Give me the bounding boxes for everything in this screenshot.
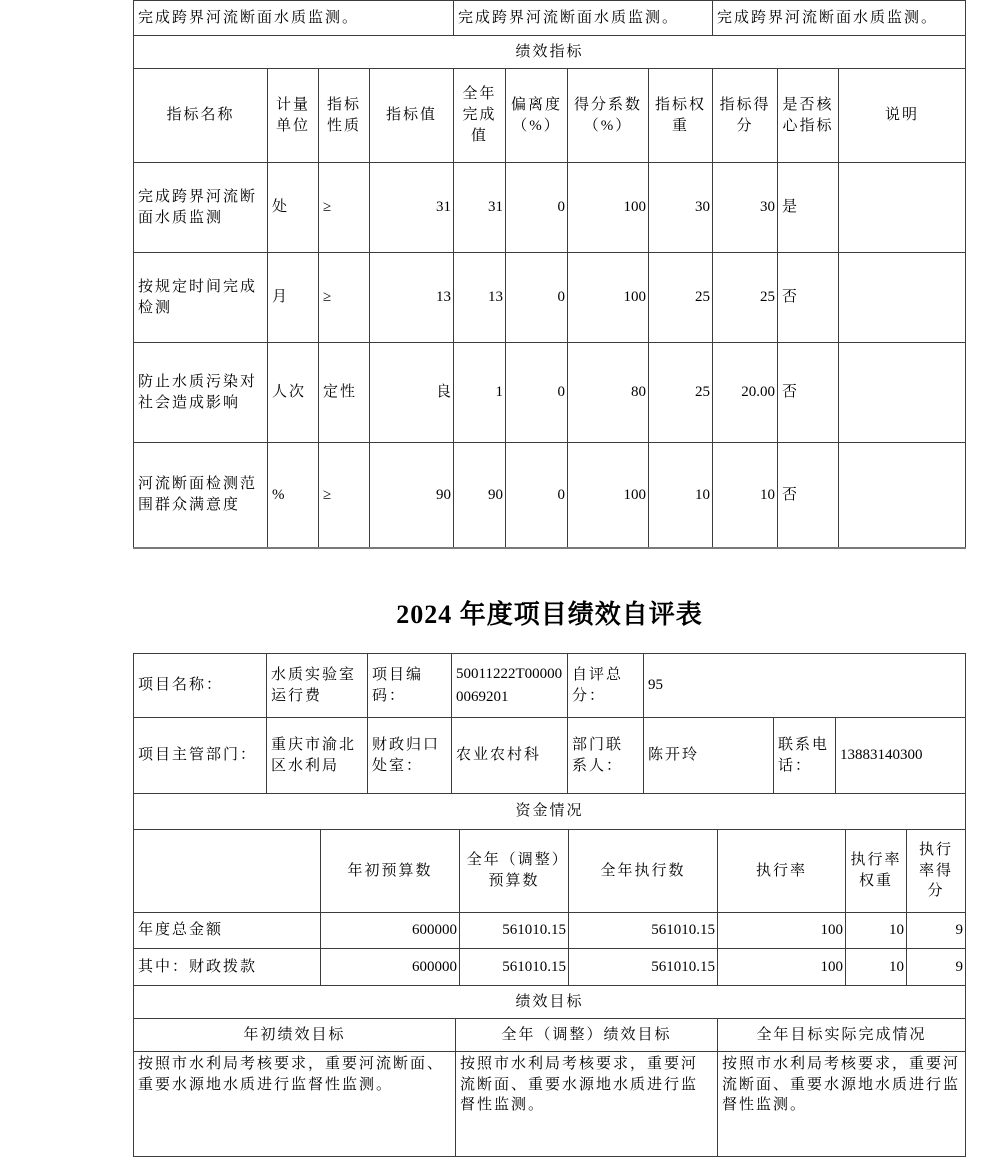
value-dept: 重庆市渝北区水利局	[267, 718, 368, 794]
value-project-code: 50011222T000000069201	[452, 654, 568, 718]
cell-annual-value: 90	[454, 443, 506, 549]
cell-annual-value: 31	[454, 163, 506, 253]
cell-score-coefficient: 100	[568, 443, 649, 549]
cell-score-coefficient: 100	[568, 253, 649, 343]
indicator-row	[134, 343, 966, 443]
cell-nature: ≥	[319, 253, 370, 343]
cell-weight: 30	[649, 163, 713, 253]
label-project-name: 项目名称：	[134, 654, 267, 718]
col-header-annual-value: 全年完成值	[454, 69, 506, 163]
cell-nature: ≥	[319, 163, 370, 253]
col-header-rate-weight: 执行率权重	[846, 830, 907, 913]
indicator-section-title: 绩效指标	[134, 36, 966, 69]
cell-initial-budget: 600000	[321, 913, 460, 949]
label-finance-office: 财政归口处室：	[368, 718, 452, 794]
cell-rate-score: 9	[907, 913, 966, 949]
funding-row	[134, 913, 966, 949]
goals-content-row	[134, 1052, 966, 1157]
label-dept: 项目主管部门：	[134, 718, 267, 794]
cell-rate-weight: 10	[846, 949, 907, 986]
col-header-deviation: 偏离度（%）	[506, 69, 568, 163]
indicator-row	[134, 253, 966, 343]
cell-weight: 25	[649, 253, 713, 343]
carryover-goal-cell: 完成跨界河流断面水质监测。	[713, 1, 966, 36]
cell-score: 30	[713, 163, 778, 253]
cell-nature: 定性	[319, 343, 370, 443]
cell-adjusted-budget: 561010.15	[460, 913, 569, 949]
cell-core-indicator: 是	[778, 163, 839, 253]
project-dept-row	[134, 718, 966, 794]
indicator-header-row	[134, 69, 966, 163]
cell-adjusted-budget: 561010.15	[460, 949, 569, 986]
cell-note	[839, 343, 966, 443]
label-self-score: 自评总分：	[568, 654, 644, 718]
cell-score-coefficient: 80	[568, 343, 649, 443]
col-header-actual-completion: 全年目标实际完成情况	[718, 1019, 966, 1052]
cell-executed-amount: 561010.15	[569, 913, 718, 949]
indicator-row	[134, 443, 966, 549]
project-info-table	[133, 653, 966, 794]
col-header-rate-score: 执行率得分	[907, 830, 966, 913]
cell-funding-label: 其中：财政拨款	[134, 949, 321, 986]
funding-section-title: 资金情况	[134, 794, 966, 830]
col-header-score: 指标得分	[713, 69, 778, 163]
col-header-execution-rate: 执行率	[718, 830, 846, 913]
cell-deviation: 0	[506, 343, 568, 443]
carryover-goal-cell: 完成跨界河流断面水质监测。	[134, 1, 454, 36]
col-header-core-indicator: 是否核心指标	[778, 69, 839, 163]
cell-funding-label: 年度总金额	[134, 913, 321, 949]
cell-note	[839, 253, 966, 343]
goals-table	[133, 985, 966, 1157]
value-finance-office: 农业农村科	[452, 718, 568, 794]
cell-core-indicator: 否	[778, 443, 839, 549]
funding-section-title-row	[134, 794, 966, 830]
cell-indicator-name: 河流断面检测范围群众满意度	[134, 443, 268, 549]
cell-target-value: 良	[370, 343, 454, 443]
cell-adjusted-goal: 按照市水利局考核要求，重要河流断面、重要水源地水质进行监督性监测。	[456, 1052, 718, 1157]
cell-indicator-name: 按规定时间完成检测	[134, 253, 268, 343]
cell-note	[839, 163, 966, 253]
col-header-unit: 计量单位	[268, 69, 319, 163]
cell-nature: ≥	[319, 443, 370, 549]
cell-weight: 10	[649, 443, 713, 549]
col-header-score-coefficient: 得分系数（%）	[568, 69, 649, 163]
cell-deviation: 0	[506, 443, 568, 549]
funding-row	[134, 949, 966, 986]
label-phone: 联系电话：	[774, 718, 836, 794]
carryover-goal-row	[134, 1, 966, 36]
col-header-weight: 指标权重	[649, 69, 713, 163]
col-header-indicator-name: 指标名称	[134, 69, 268, 163]
col-header-adjusted-goal: 全年（调整）绩效目标	[456, 1019, 718, 1052]
cell-core-indicator: 否	[778, 343, 839, 443]
value-contact: 陈开玲	[644, 718, 774, 794]
indicator-section-title-row	[134, 36, 966, 69]
cell-annual-value: 1	[454, 343, 506, 443]
cell-score: 25	[713, 253, 778, 343]
cell-indicator-name: 完成跨界河流断面水质监测	[134, 163, 268, 253]
value-phone: 13883140300	[836, 718, 966, 794]
cell-score-coefficient: 100	[568, 163, 649, 253]
cell-initial-budget: 600000	[321, 949, 460, 986]
cell-rate-score: 9	[907, 949, 966, 986]
label-contact: 部门联系人：	[568, 718, 644, 794]
col-header-nature: 指标性质	[319, 69, 370, 163]
cell-actual-completion: 按照市水利局考核要求，重要河流断面、重要水源地水质进行监督性监测。	[718, 1052, 966, 1157]
funding-table	[133, 793, 966, 986]
goals-section-title: 绩效目标	[134, 986, 966, 1019]
cell-unit: 人次	[268, 343, 319, 443]
cell-score: 10	[713, 443, 778, 549]
cell-unit: 处	[268, 163, 319, 253]
goals-section-title-row	[134, 986, 966, 1019]
project-name-row	[134, 654, 966, 718]
cell-executed-amount: 561010.15	[569, 949, 718, 986]
performance-indicator-table	[133, 0, 966, 549]
col-header-target-value: 指标值	[370, 69, 454, 163]
carryover-goal-cell: 完成跨界河流断面水质监测。	[454, 1, 713, 36]
cell-execution-rate: 100	[718, 949, 846, 986]
label-project-code: 项目编码：	[368, 654, 452, 718]
cell-unit: 月	[268, 253, 319, 343]
indicator-row	[134, 163, 966, 253]
value-self-score: 95	[644, 654, 966, 718]
document-page	[133, 0, 966, 1157]
col-header-executed-amount: 全年执行数	[569, 830, 718, 913]
cell-target-value: 13	[370, 253, 454, 343]
col-header-note: 说明	[839, 69, 966, 163]
cell-indicator-name: 防止水质污染对社会造成影响	[134, 343, 268, 443]
cell-execution-rate: 100	[718, 913, 846, 949]
cell-target-value: 31	[370, 163, 454, 253]
cell-rate-weight: 10	[846, 913, 907, 949]
col-header-adjusted-budget: 全年（调整）预算数	[460, 830, 569, 913]
cell-core-indicator: 否	[778, 253, 839, 343]
col-header-initial-budget: 年初预算数	[321, 830, 460, 913]
cell-target-value: 90	[370, 443, 454, 549]
cell-note	[839, 443, 966, 549]
funding-header-row	[134, 830, 966, 913]
cell-deviation: 0	[506, 253, 568, 343]
col-header-blank	[134, 830, 321, 913]
value-project-name: 水质实验室运行费	[267, 654, 368, 718]
cell-unit: %	[268, 443, 319, 549]
goals-header-row	[134, 1019, 966, 1052]
doc-title: 2024 年度项目绩效自评表	[396, 600, 703, 629]
cell-weight: 25	[649, 343, 713, 443]
col-header-initial-goal: 年初绩效目标	[134, 1019, 456, 1052]
cell-annual-value: 13	[454, 253, 506, 343]
cell-deviation: 0	[506, 163, 568, 253]
cell-initial-goal: 按照市水利局考核要求，重要河流断面、重要水源地水质进行监督性监测。	[134, 1052, 456, 1157]
cell-score: 20.00	[713, 343, 778, 443]
